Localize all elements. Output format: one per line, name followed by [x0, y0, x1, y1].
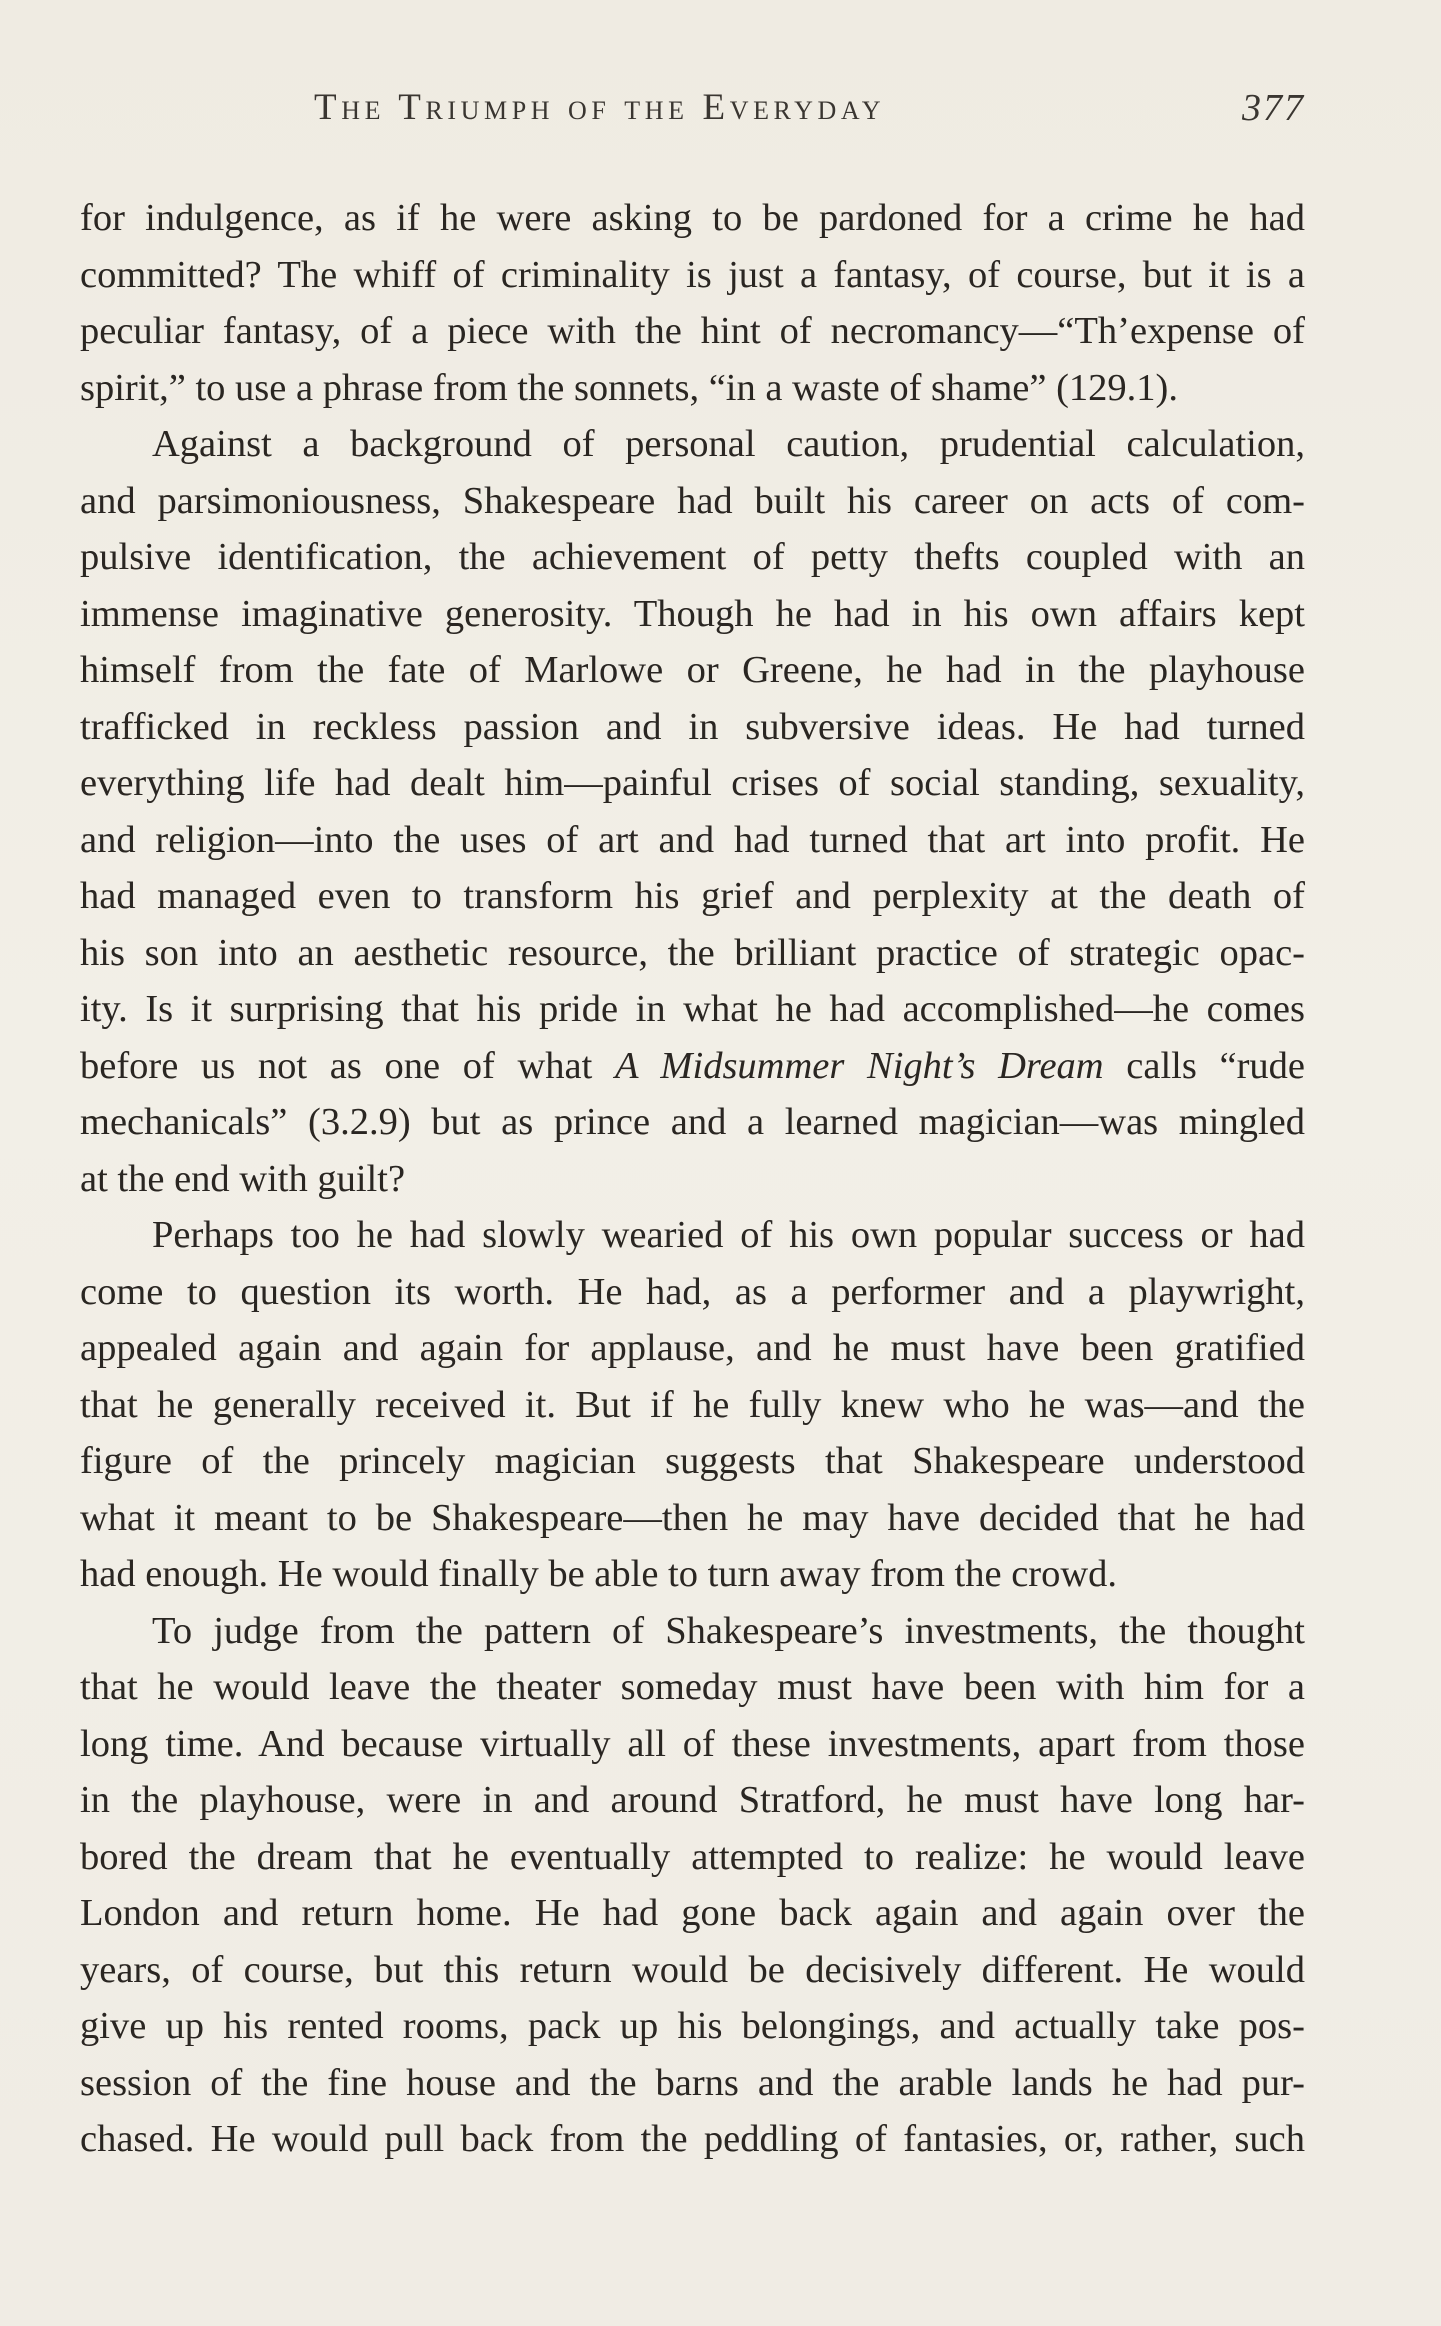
text-line: spirit,” to use a phrase from the sonnets, “in a waste of shame” (129.1). — [80, 366, 1179, 409]
text-line: Against a background of personal caution, prudential calculation, — [152, 423, 1305, 465]
text-line: London and return home. He had gone back again and again over the — [80, 1892, 1305, 1934]
text-line: Perhaps too he had slowly wearied of his own popular success or had — [152, 1214, 1305, 1256]
text-line-with-title — [80, 1038, 1305, 1095]
text-line: give up his rented rooms, pack up his belongings, and actually take pos- — [80, 2005, 1305, 2047]
text-line: session of the fine house and the barns and the arable lands he had pur- — [80, 2061, 1305, 2104]
text-line: for indulgence, as if he were asking to be pardoned for a crime he had — [80, 197, 1305, 239]
text-line: ity. Is it surprising that his pride in what he had accomplished—he comes — [80, 988, 1305, 1030]
text-line: at the end with guilt? — [80, 1157, 406, 1200]
text-line: appealed again and again for applause, and he must have been gratified — [80, 1327, 1305, 1369]
text-line: bored the dream that he eventually attempted to realize: he would leave — [80, 1835, 1305, 1878]
text-line: long time. And because virtually all of these investments, apart from those — [80, 1722, 1305, 1765]
text-line: and parsimoniousness, Shakespeare had built his career on acts of com- — [80, 479, 1305, 522]
page-number: 377 — [1242, 87, 1305, 129]
running-head — [80, 86, 1305, 136]
text-segment: before us not as one of what — [80, 1044, 615, 1087]
text-line: everything life had dealt him—painful crises of social standing, sexuality, — [80, 762, 1305, 804]
text-line: that he would leave the theater someday must have been with him for a — [80, 1666, 1305, 1708]
paragraph-4 — [80, 1603, 1305, 2168]
text-line: his son into an aesthetic resource, the brilliant practice of strategic opac- — [80, 931, 1305, 974]
text-line: what it meant to be Shakespeare—then he may have decided that he had — [80, 1496, 1305, 1539]
body-text — [80, 190, 1305, 2168]
text-line: had enough. He would finally be able to turn away from the crowd. — [80, 1553, 1118, 1595]
text-line: committed? The whiff of criminality is just a fantasy, of course, but it is a — [80, 253, 1305, 296]
text-line: trafficked in reckless passion and in subversive ideas. He had turned — [80, 705, 1305, 748]
text-line: figure of the princely magician suggests that Shakespeare understood — [80, 1440, 1305, 1482]
running-title: The Triumph of the Everyday — [314, 87, 886, 128]
text-line: and religion—into the uses of art and had turned that art into profit. He — [80, 818, 1305, 861]
text-line: chased. He would pull back from the peddling of fantasies, or, rather, such — [80, 2118, 1305, 2160]
play-title-italic: A Midsummer Night’s Dream — [614, 1044, 1104, 1087]
text-line: that he generally received it. But if he fully knew who he was—and the — [80, 1383, 1305, 1426]
paragraph-2 — [80, 416, 1305, 1207]
text-line: immense imaginative generosity. Though he had in his own affairs kept — [80, 592, 1305, 635]
text-line: come to question its worth. He had, as a performer and a playwright, — [80, 1270, 1305, 1313]
text-line: pulsive identification, the achievement of petty thefts coupled with an — [80, 536, 1305, 578]
text-line: years, of course, but this return would be decisively different. He would — [80, 1948, 1305, 1991]
paragraph-1 — [80, 190, 1305, 416]
text-segment: calls “rude — [1103, 1044, 1305, 1087]
text-line: To judge from the pattern of Shakespeare’s investments, the thought — [152, 1609, 1305, 1652]
text-line: himself from the fate of Marlowe or Greene, he had in the playhouse — [80, 649, 1305, 691]
text-line: mechanicals” (3.2.9) but as prince and a learned magician—was mingled — [80, 1101, 1305, 1143]
text-line: peculiar fantasy, of a piece with the hint of necromancy—“Th’expense of — [80, 310, 1305, 352]
text-line: in the playhouse, were in and around Stratford, he must have long har- — [80, 1779, 1305, 1821]
paragraph-3 — [80, 1207, 1305, 1603]
text-line: had managed even to transform his grief and perplexity at the death of — [80, 875, 1305, 917]
